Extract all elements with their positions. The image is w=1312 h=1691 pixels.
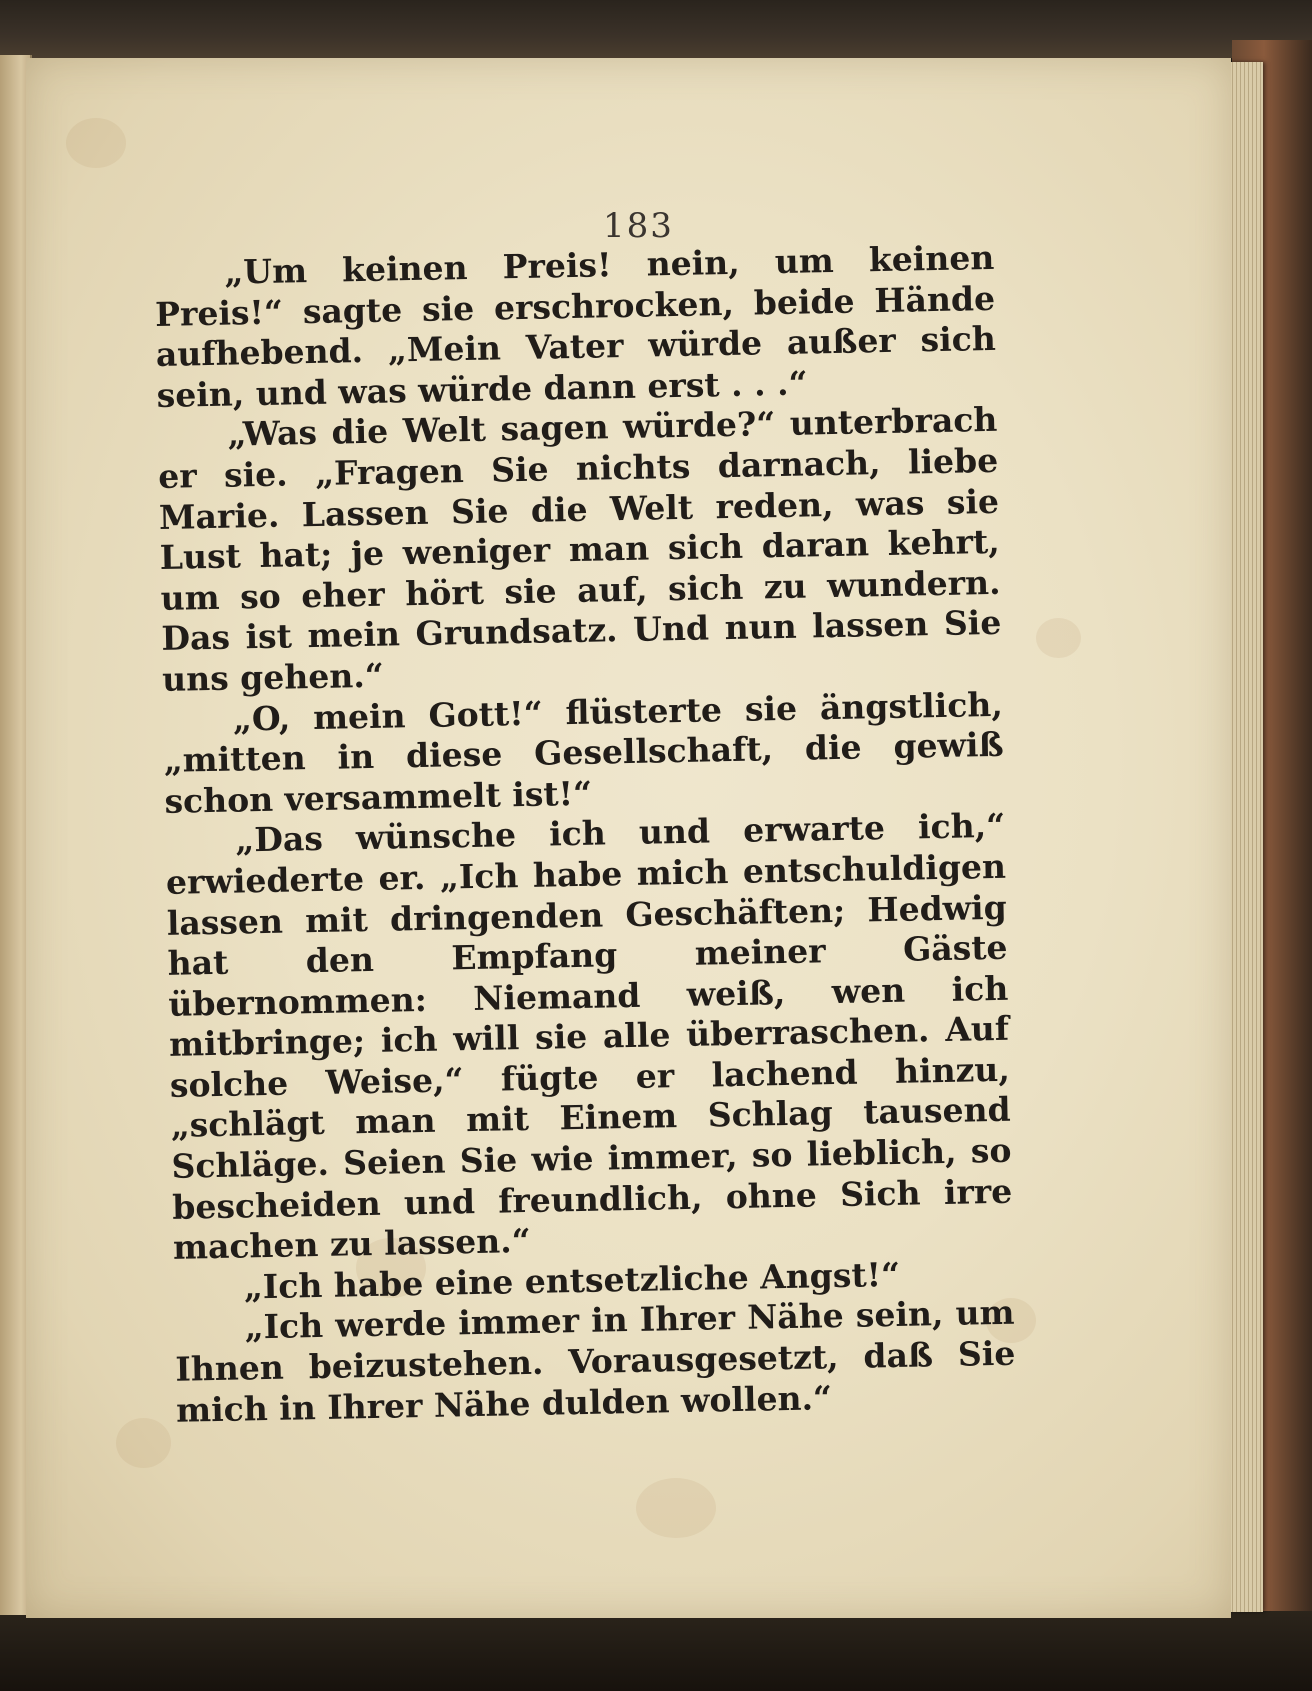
paragraph: „Ich werde immer in Ihrer Nähe sein, um Ihnen beizustehen. Vorausgesetzt, daß Sie mich in Ihrer Nähe dulden wollen.“: [175, 1293, 1016, 1430]
paragraph: „Ich habe eine entsetzliche Angst!“: [243, 1254, 901, 1307]
foxing-spot: [66, 118, 126, 168]
paragraph: „Um keinen Preis! nein, um keinen Preis!“ sagte sie erschrocken, beide Hände aufhebend. „Mein Vater würde außer sich sein, und was würde dann erst . . .“: [154, 237, 997, 415]
foxing-spot: [1036, 618, 1081, 658]
body-text: [154, 238, 1016, 1431]
book-cover-bottom: [0, 1611, 1312, 1691]
book-cover-top: [0, 0, 1312, 58]
page-number: 183: [603, 206, 674, 246]
book-page: [26, 58, 1231, 1618]
paragraph: „O, mein Gott!“ flüsterte sie ängstlich, „mitten in diese Gesellschaft, die gewiß schon versammelt ist!“: [163, 684, 1004, 821]
foxing-spot: [636, 1478, 716, 1538]
foxing-spot: [116, 1418, 171, 1468]
paragraph: „Das wünsche ich und erwarte ich,“ erwiederte er. „Ich habe mich entschuldigen lassen mit dringenden Geschäften; Hedwig hat den Empfang meiner Gäste übernommen: Niemand weiß, wen ich mitbringe; ich will sie alle überraschen. Auf solche Weise,“ fügte er lachend hinzu, „schlägt man mit Einem Schlag tausend Schläge. Seien Sie wie immer, so lieblich, so bescheiden und freundlich, ohne Sich irre machen zu lassen.“: [165, 806, 1013, 1268]
paragraph: „Was die Welt sagen würde?“ unterbrach er sie. „Fragen Sie nichts darnach, liebe Marie. Lassen Sie die Welt reden, was sie Lust hat; je weniger man sich daran kehrt, um so eher hört sie auf, sich zu wundern. Das ist mein Grundsatz. Und nun lassen Sie uns gehen.“: [157, 400, 1002, 699]
